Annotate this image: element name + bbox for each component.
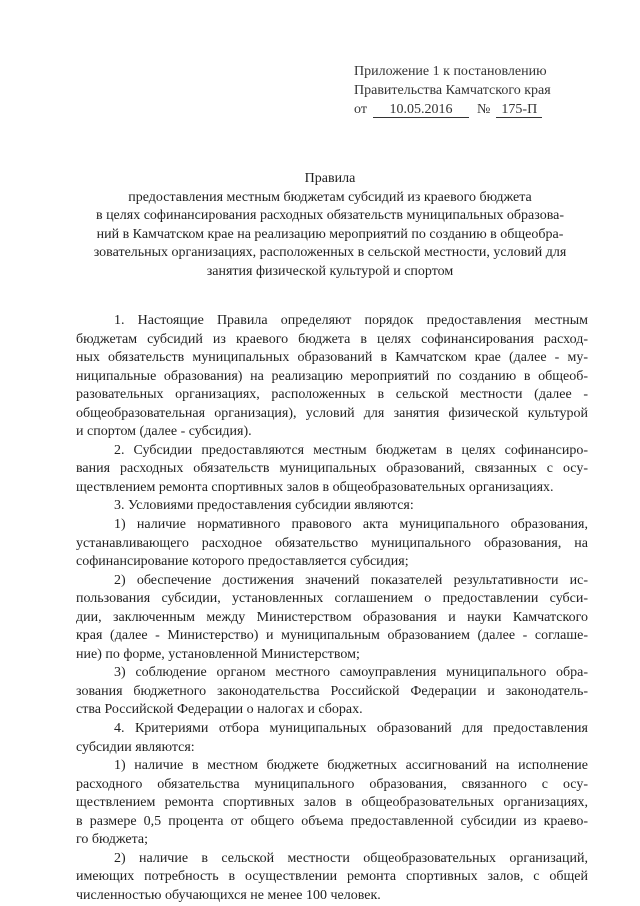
- body-line: общеобразовательная организация), условий для занятия физической культурой: [76, 405, 588, 421]
- body-line: субсидии являются:: [76, 739, 195, 755]
- body-line: 2) обеспечение достижения значений показателей результативности ис-: [114, 572, 588, 588]
- body-line: ных обязательств муниципальных образований в Камчатском крае (далее - му-: [76, 350, 588, 366]
- body-line: ние) по форме, установленной Министерством;: [76, 646, 360, 662]
- body-line: вания расходных обязательств муниципальных образований, связанных с осу-: [76, 461, 588, 477]
- body-line: 2) наличие в сельской местности общеобразовательных организаций,: [114, 850, 588, 866]
- title-heading: Правила: [304, 171, 356, 186]
- body-line: в размере 0,5 процента от общего объема предоставленной субсидии из краево-: [76, 813, 588, 829]
- body-line: 3) соблюдение органом местного самоуправления муниципального обра-: [114, 665, 588, 681]
- body-line: 4. Критериями отбора муниципальных образований для предоставления: [114, 721, 588, 737]
- body-line: ства Российской Федерации о налогах и сборах.: [76, 702, 363, 718]
- body-line: 1) наличие нормативного правового акта муниципального образования,: [114, 517, 588, 533]
- annex-date-number-line: [354, 100, 551, 119]
- body-line: го бюджета;: [76, 832, 148, 848]
- title-line: ний в Камчатском крае на реализацию мероприятий по созданию в общеобра-: [96, 226, 564, 242]
- annex-date: 10.05.2016: [373, 102, 469, 118]
- from-label: от: [354, 102, 367, 117]
- body-line: ниципальные образования) на реализацию мероприятий по созданию в общеоб-: [76, 368, 588, 384]
- body-line: бюджетам субсидий из краевого бюджета в целях софинансирования расход-: [76, 331, 588, 347]
- document-title-block: [60, 170, 600, 281]
- body-line: разовательных организациях, расположенных в сельской местности (далее -: [76, 387, 588, 403]
- annex-number: 175-П: [496, 102, 542, 118]
- body-line: и спортом (далее - субсидия).: [76, 424, 252, 440]
- body-line: ществлением ремонта спортивных залов в общеобразовательных организациях,: [76, 795, 588, 811]
- title-line: в целях софинансирования расходных обязательств муниципальных образова-: [95, 208, 565, 223]
- body-line: 1) наличие в местном бюджете бюджетных ассигнований на исполнение: [114, 758, 588, 774]
- document-body: [76, 312, 588, 906]
- body-line: имеющих потребность в осуществлении ремонта спортивных залов, с общей: [76, 869, 588, 885]
- body-line: расходного обязательства муниципального образования, связанного с осу-: [76, 776, 588, 792]
- body-line: зования бюджетного законодательства Российской Федерации и законодатель-: [76, 683, 588, 699]
- body-line: пользования субсидии, установленных соглашением о предоставлении субси-: [76, 591, 588, 607]
- document-annex-header: [354, 62, 551, 119]
- body-line: численностью обучающихся не менее 100 человек.: [76, 887, 381, 903]
- body-line: софинансирование которого предоставляется субсидия;: [76, 554, 409, 570]
- body-line: 3. Условиями предоставления субсидии являются:: [114, 498, 414, 514]
- annex-line-2: Правительства Камчатского края: [354, 83, 551, 98]
- number-label: №: [476, 102, 491, 117]
- body-line: устанавливающего расходное обязательство муниципального образования, на: [76, 535, 588, 551]
- title-line: предоставления местным бюджетам субсидий из краевого бюджета: [128, 189, 532, 205]
- body-line: 2. Субсидии предоставляются местным бюджетам в целях софинансиро-: [114, 442, 588, 458]
- title-line: занятия физической культурой и спортом: [206, 263, 454, 279]
- body-line: ществлением ремонта спортивных залов в общеобразовательных организациях.: [76, 479, 554, 495]
- body-line: дии, заключенным между Министерством образования и науки Камчатского: [76, 609, 588, 625]
- annex-line-1: Приложение 1 к постановлению: [354, 64, 547, 79]
- title-line: зовательных организациях, расположенных в сельской местности, условий для: [93, 245, 567, 260]
- body-line: 1. Настоящие Правила определяют порядок предоставления местным: [114, 313, 588, 328]
- body-line: края (далее - Министерство) и муниципальным образованием (далее - соглаше-: [76, 628, 588, 644]
